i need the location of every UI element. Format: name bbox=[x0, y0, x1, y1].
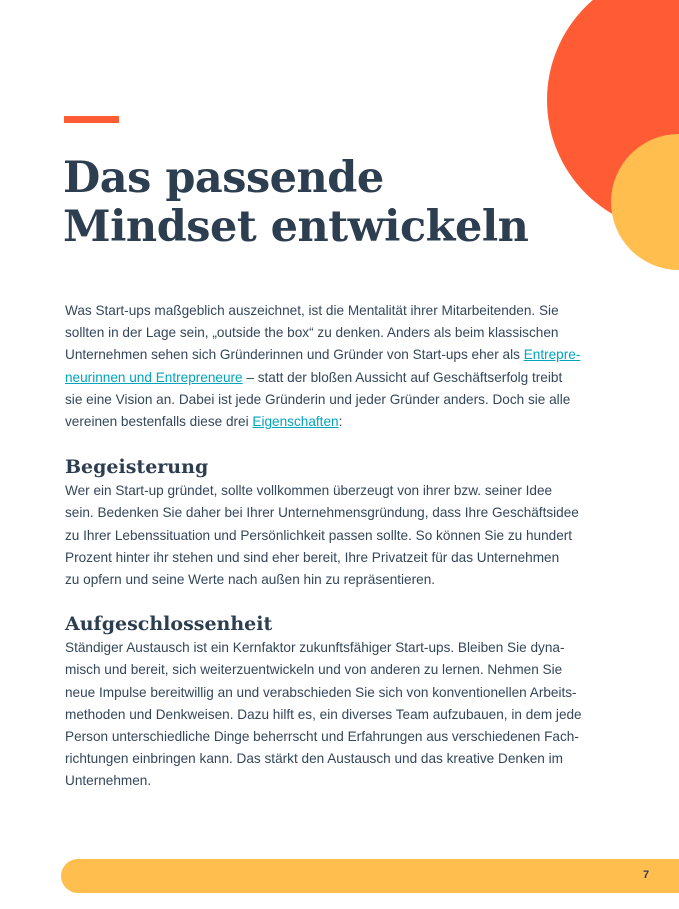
paragraph-line: neue Impulse bereitwillig an und verabschieden Sie sich von konventionellen Arbeits- bbox=[65, 684, 577, 700]
page-title-line-2: Mindset entwickeln bbox=[63, 202, 529, 252]
page-title-line-1: Das passende bbox=[63, 153, 384, 203]
section-paragraph-begeisterung bbox=[65, 480, 625, 591]
entrepreneure-link[interactable]: Entrepre- bbox=[523, 347, 581, 363]
paragraph-line: Person unterschiedliche Dinge beherrscht und Erfahrungen aus verschiedenen Fach- bbox=[65, 729, 579, 745]
decorative-circles bbox=[539, 0, 679, 280]
paragraph-line: Prozent hinter ihr stehen und sind eher bereit, Ihre Privatzeit für das Unternehmen bbox=[65, 549, 560, 565]
paragraph-line: zu opfern und seine Werte nach außen hin zu repräsentieren. bbox=[65, 572, 436, 588]
paragraph-line: Ständiger Austausch ist ein Kernfaktor zukunftsfähiger Start-ups. Bleiben Sie dyna- bbox=[65, 640, 565, 656]
intro-line: sie eine Vision an. Dabei ist jede Gründerin und jeder Gründer anders. Doch sie alle bbox=[65, 391, 571, 407]
intro-paragraph bbox=[65, 300, 625, 433]
section-heading-aufgeschlossenheit: Aufgeschlossenheit bbox=[65, 613, 273, 636]
main-content bbox=[65, 300, 625, 793]
section-heading-begeisterung: Begeisterung bbox=[65, 456, 209, 479]
paragraph-line: richtungen einbringen kann. Das stärkt den Austausch und das kreative Denken im bbox=[65, 751, 563, 767]
page-title bbox=[63, 154, 533, 252]
section-paragraph-aufgeschlossenheit bbox=[65, 637, 625, 792]
paragraph-line: misch und bereit, sich weiterzuentwickeln und von anderen zu lernen. Nehmen Sie bbox=[65, 662, 563, 678]
intro-text: : bbox=[338, 414, 343, 430]
circles-graphic bbox=[539, 0, 679, 280]
title-accent-bar bbox=[64, 116, 119, 123]
paragraph-line: Unternehmen. bbox=[65, 773, 152, 789]
intro-line bbox=[65, 367, 625, 389]
page-number: 7 bbox=[643, 869, 650, 881]
intro-line: Was Start-ups maßgeblich auszeichnet, ist die Mentalität ihrer Mitarbeitenden. Sie bbox=[65, 303, 559, 318]
paragraph-line: sein. Bedenken Sie daher bei Ihrer Unternehmensgründung, dass Ihre Geschäftsidee bbox=[65, 505, 579, 521]
intro-text: Unternehmen sehen sich Gründerinnen und Gründer von Start-ups eher als bbox=[65, 347, 524, 363]
intro-text: – statt der bloßen Aussicht auf Geschäftserfolg treibt bbox=[242, 369, 563, 385]
paragraph-line: methoden und Denkweisen. Dazu hilft es, ein diverses Team aufzubauen, in dem jede bbox=[65, 706, 582, 722]
intro-text: vereinen bestenfalls diese drei bbox=[65, 414, 253, 430]
intro-line bbox=[65, 344, 625, 366]
intro-line: sollten in der Lage sein, „outside the box“ zu denken. Anders als beim klassischen bbox=[65, 325, 559, 341]
paragraph-line: zu Ihrer Lebenssituation und Persönlichkeit passen sollte. So können Sie zu hundert bbox=[65, 527, 573, 543]
intro-line bbox=[65, 411, 625, 433]
entrepreneure-link-continued[interactable]: neurinnen und Entrepreneure bbox=[65, 369, 243, 385]
eigenschaften-link[interactable]: Eigenschaften bbox=[252, 414, 339, 430]
paragraph-line: Wer ein Start-up gründet, sollte vollkommen überzeugt von ihrer bzw. seiner Idee bbox=[65, 483, 553, 499]
footer-bar bbox=[61, 859, 679, 893]
